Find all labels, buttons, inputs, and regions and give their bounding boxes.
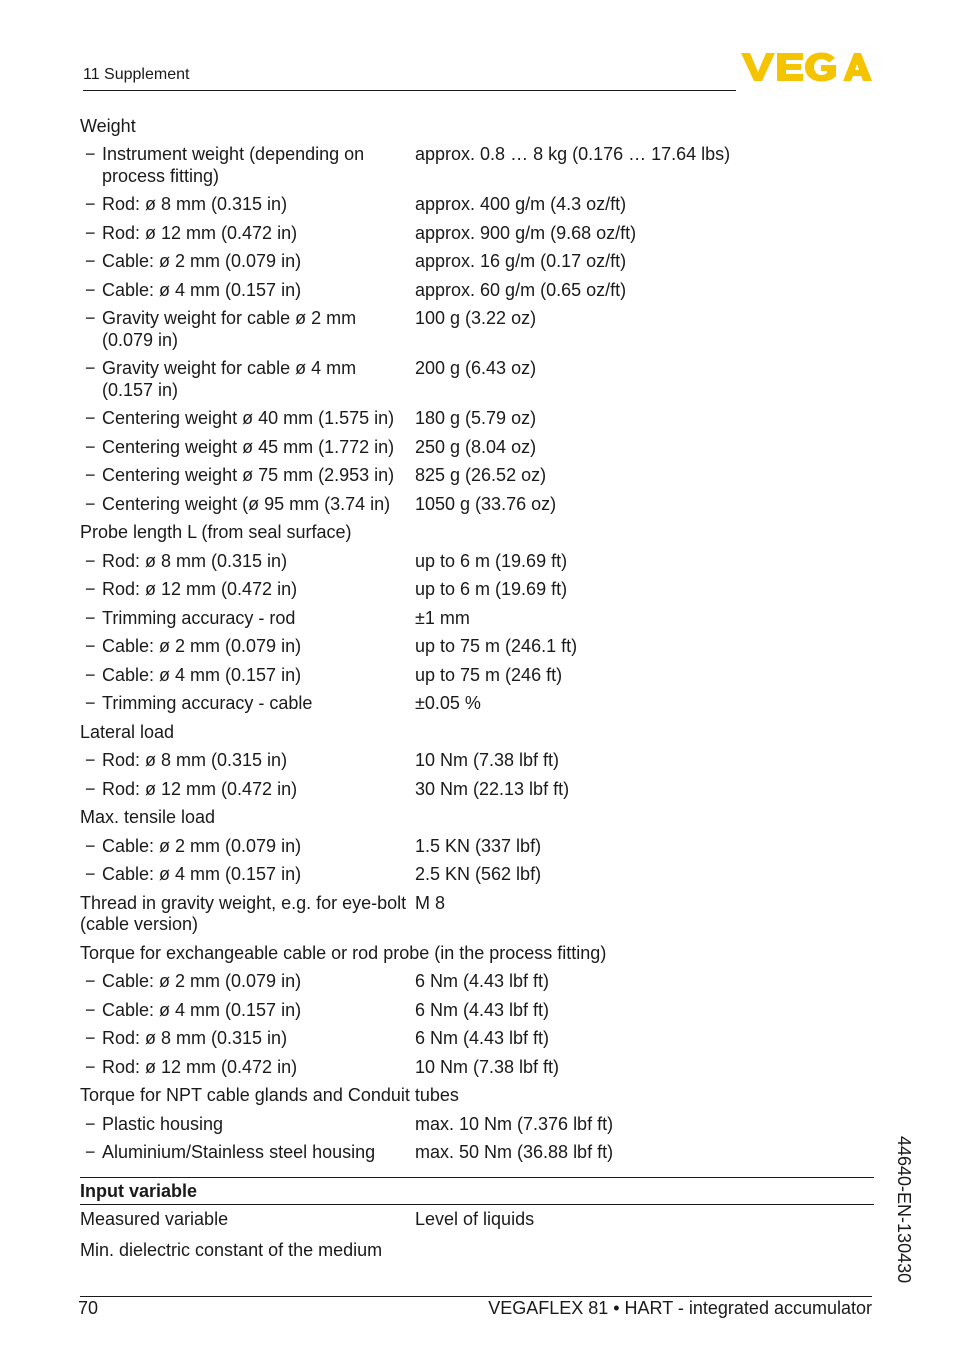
spec-value: 100 g (3.22 oz) xyxy=(415,308,537,328)
spec-row xyxy=(80,462,880,491)
spec-value: up to 75 m (246.1 ft) xyxy=(415,636,578,656)
spec-row xyxy=(80,405,880,434)
spec-label: − Aluminium/Stainless steel housing xyxy=(80,1142,402,1164)
header-rule xyxy=(83,90,736,91)
spec-value: approx. 0.8 … 8 kg (0.176 … 17.64 lbs) xyxy=(415,144,731,164)
spec-value: up to 6 m (19.69 ft) xyxy=(415,550,568,571)
spec-label: − Rod: ø 8 mm (0.315 in) xyxy=(80,551,402,573)
footer-rule xyxy=(80,1296,872,1297)
spec-label: − Rod: ø 12 mm (0.472 in) xyxy=(80,779,402,801)
spec-row xyxy=(80,604,880,633)
spec-group-heading xyxy=(80,519,880,548)
group-label: Weight xyxy=(80,115,136,136)
spec-value: 30 Nm (22.13 lbf ft) xyxy=(415,778,570,799)
spec-value: 1.5 KN (337 lbf) xyxy=(415,835,542,856)
spec-row xyxy=(80,141,880,191)
spec-row xyxy=(80,490,880,519)
spec-row xyxy=(80,191,880,220)
spec-label: − Plastic housing xyxy=(80,1114,402,1136)
spec-row xyxy=(80,355,880,405)
spec-row xyxy=(80,219,880,248)
spec-value: ±0.05 % xyxy=(415,693,481,713)
spec-row xyxy=(80,747,880,776)
spec-label: − Cable: ø 4 mm (0.157 in) xyxy=(80,864,402,886)
spec-row xyxy=(80,276,880,305)
spec-value: 6 Nm (4.43 lbf ft) xyxy=(415,971,550,991)
spec-label: − Cable: ø 2 mm (0.079 in) xyxy=(80,251,402,273)
spec-table xyxy=(80,112,880,1167)
spec-value: 10 Nm (7.38 lbf ft) xyxy=(415,1056,560,1077)
spec-value: approx. 16 g/m (0.17 oz/ft) xyxy=(415,251,627,271)
group-label: Lateral load xyxy=(80,721,175,742)
spec-label: − Cable: ø 4 mm (0.157 in) xyxy=(80,1000,402,1022)
spec-value: 1050 g (33.76 oz) xyxy=(415,493,557,514)
document-code: 44640-EN-130430 xyxy=(894,1136,914,1284)
spec-label: − Cable: ø 4 mm (0.157 in) xyxy=(80,280,402,302)
spec-group-heading xyxy=(80,718,880,747)
input-row xyxy=(80,1205,874,1233)
vega-logo xyxy=(741,52,872,82)
spec-label: − Cable: ø 2 mm (0.079 in) xyxy=(80,836,402,858)
spec-row xyxy=(80,633,880,662)
spec-row xyxy=(80,433,880,462)
spec-label: − Rod: ø 8 mm (0.315 in) xyxy=(80,1028,402,1050)
spec-value: 2.5 KN (562 lbf) xyxy=(415,864,542,884)
spec-value: 250 g (8.04 oz) xyxy=(415,436,537,457)
spec-value: approx. 60 g/m (0.65 oz/ft) xyxy=(415,279,627,300)
spec-value: M 8 xyxy=(415,892,446,913)
spec-label: − Centering weight ø 40 mm (1.575 in) xyxy=(80,408,402,430)
spec-row xyxy=(80,1053,880,1082)
group-label: Torque for NPT cable glands and Conduit tubes xyxy=(80,1085,459,1105)
spec-label: − Gravity weight for cable ø 2 mm (0.079 in) xyxy=(80,308,402,351)
spec-row xyxy=(80,576,880,605)
spec-label: − Centering weight ø 75 mm (2.953 in) xyxy=(80,465,402,487)
input-row xyxy=(80,1236,874,1264)
spec-label: − Cable: ø 4 mm (0.157 in) xyxy=(80,665,402,687)
spec-value: 825 g (26.52 oz) xyxy=(415,465,547,485)
document-title: VEGAFLEX 81 • HART - integrated accumulator xyxy=(488,1298,872,1318)
spec-group-heading xyxy=(80,112,880,141)
spec-label: − Rod: ø 12 mm (0.472 in) xyxy=(80,579,402,601)
spec-label: − Instrument weight (depending on process fitting) xyxy=(80,144,402,187)
spec-value: approx. 900 g/m (9.68 oz/ft) xyxy=(415,222,637,243)
spec-row xyxy=(80,305,880,355)
spec-value: 180 g (5.79 oz) xyxy=(415,408,537,428)
spec-row xyxy=(80,968,880,997)
section-header: 11 Supplement xyxy=(83,66,190,83)
spec-value: max. 10 Nm (7.376 lbf ft) xyxy=(415,1113,614,1134)
group-label: Probe length L (from seal surface) xyxy=(80,522,352,542)
spec-label: − Rod: ø 12 mm (0.472 in) xyxy=(80,1057,402,1079)
spec-row xyxy=(80,547,880,576)
spec-label: − Centering weight (ø 95 mm (3.74 in) xyxy=(80,494,402,516)
spec-label: − Gravity weight for cable ø 4 mm (0.157 in) xyxy=(80,358,402,401)
spec-group-heading xyxy=(80,1082,880,1111)
page-number: 70 xyxy=(78,1298,99,1318)
spec-value: 6 Nm (4.43 lbf ft) xyxy=(415,999,550,1020)
input-row-label: Min. dielectric constant of the medium xyxy=(80,1240,383,1260)
spec-value: max. 50 Nm (36.88 lbf ft) xyxy=(415,1142,614,1162)
spec-label: − Rod: ø 12 mm (0.472 in) xyxy=(80,223,402,245)
spec-row xyxy=(80,832,880,861)
spec-row xyxy=(80,1139,880,1168)
spec-row xyxy=(80,248,880,277)
spec-label: − Trimming accuracy - cable xyxy=(80,693,402,715)
spec-row xyxy=(80,690,880,719)
spec-row xyxy=(80,775,880,804)
spec-value: up to 75 m (246 ft) xyxy=(415,664,563,685)
spec-label: − Cable: ø 2 mm (0.079 in) xyxy=(80,636,402,658)
input-row-value: Level of liquids xyxy=(415,1209,535,1229)
spec-row xyxy=(80,1025,880,1054)
spec-row xyxy=(80,996,880,1025)
spec-value: 10 Nm (7.38 lbf ft) xyxy=(415,750,560,770)
spec-label: − Cable: ø 2 mm (0.079 in) xyxy=(80,971,402,993)
spec-value: 6 Nm (4.43 lbf ft) xyxy=(415,1028,550,1048)
spec-value: approx. 400 g/m (4.3 oz/ft) xyxy=(415,194,627,214)
spec-row xyxy=(80,889,880,939)
spec-label: − Rod: ø 8 mm (0.315 in) xyxy=(80,194,402,216)
spec-value: 200 g (6.43 oz) xyxy=(415,358,537,378)
spec-row xyxy=(80,861,880,890)
input-row-label: Measured variable xyxy=(80,1209,229,1229)
group-label: Max. tensile load xyxy=(80,807,216,827)
input-variable-title: Input variable xyxy=(80,1181,198,1201)
spec-label: − Trimming accuracy - rod xyxy=(80,608,402,630)
spec-label: − Rod: ø 8 mm (0.315 in) xyxy=(80,750,402,772)
spec-group-heading xyxy=(80,939,880,968)
spec-label: − Centering weight ø 45 mm (1.772 in) xyxy=(80,437,402,459)
group-label: Torque for exchangeable cable or rod probe (in the process fitting) xyxy=(80,942,607,963)
spec-row xyxy=(80,1110,880,1139)
input-variable-section xyxy=(80,1177,874,1264)
spec-row xyxy=(80,661,880,690)
spec-value: up to 6 m (19.69 ft) xyxy=(415,579,568,599)
spec-group-heading xyxy=(80,804,880,833)
spec-label: Thread in gravity weight, e.g. for eye-bolt (cable version) xyxy=(80,892,407,934)
spec-value: ±1 mm xyxy=(415,607,470,628)
